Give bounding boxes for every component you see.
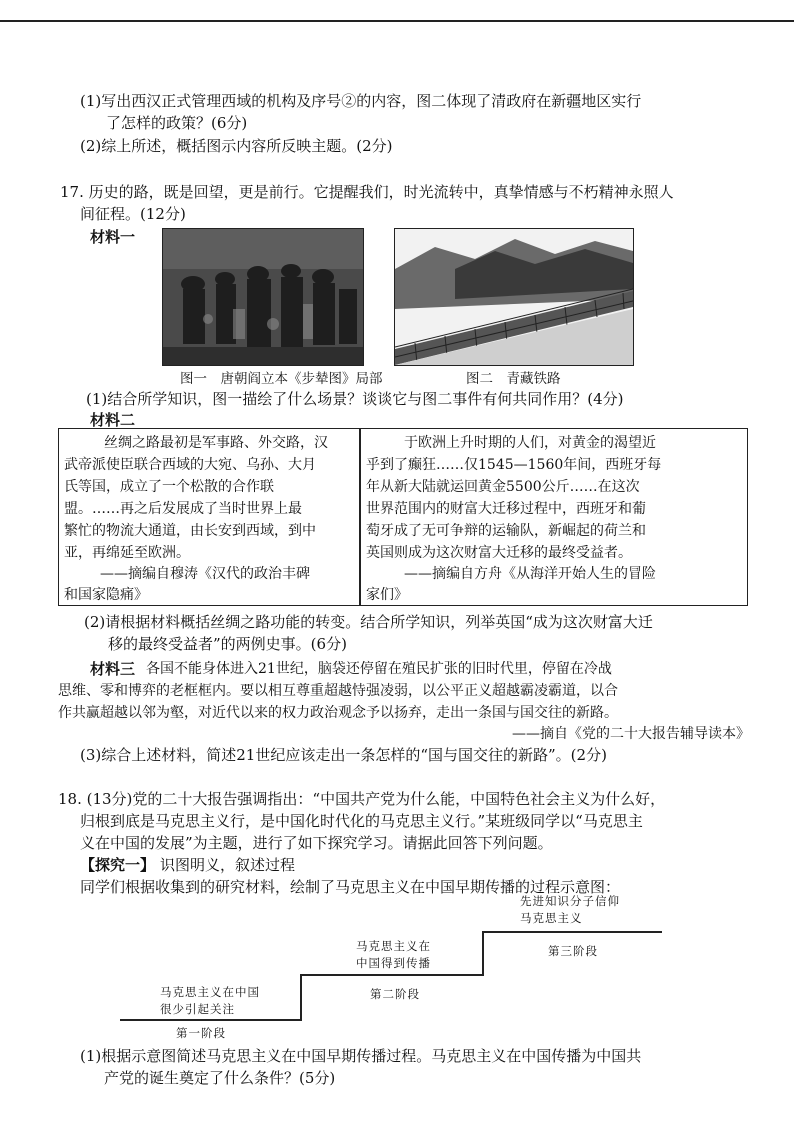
q16-sub2: (2)综上所述，概括图示内容所反映主题。(2分) <box>80 137 393 155</box>
mat2-left-source: 和国家隐痛》 <box>64 587 148 603</box>
mat2-right-line: 于欧洲上升时期的人们，对黄金的渴望近 <box>404 435 656 451</box>
fig2-caption: 图二 青藏铁路 <box>466 371 561 387</box>
painting-image <box>162 228 364 366</box>
stage2-label: 第二阶段 <box>370 987 420 1001</box>
q17-sub2-line2: 移的最终受益者”的两例史事。(6分) <box>108 635 347 653</box>
step2-riser <box>482 931 484 976</box>
mat2-right-line: 英国则成为这次财富大迁移的最终受益者。 <box>366 545 632 561</box>
explore1-title: 识图明义，叙述过程 <box>160 856 296 874</box>
material3-label: 材料三 <box>90 660 136 678</box>
q17-sub3: (3)综合上述材料，简述21世纪应该走出一条怎样的“国与国交往的新路”。(2分) <box>80 746 607 764</box>
stage1-text: 很少引起关注 <box>160 1002 235 1016</box>
mat2-left-line: 氏等国，成立了一个松散的合作联 <box>64 479 274 495</box>
mat3-line2: 思维、零和博弈的老框框内。要以相互尊重超越恃强凌弱，以公平正义超越霸凌霸道，以合 <box>58 683 618 699</box>
mat2-right-line: 世界范围内的财富大迁移过程中，西班牙和葡 <box>366 501 646 517</box>
q18-stem-line3: 义在中国的发展”为主题，进行了如下探究学习。请据此回答下列问题。 <box>80 834 553 852</box>
q17-stem-line1: 17. 历史的路，既是回望，更是前行。它提醒我们，时光流转中，真挚情感与不朽精神永照人 <box>60 183 674 201</box>
stage3-text: 马克思主义 <box>520 911 583 925</box>
step1-riser <box>300 974 302 1021</box>
mat2-right-source: 家们》 <box>366 587 408 603</box>
mat2-left-line: 丝绸之路最初是军事路、外交路，汉 <box>104 435 328 451</box>
q18-sub1-line2: 产党的诞生奠定了什么条件？(5分) <box>104 1069 336 1087</box>
fig1-caption: 图一 唐朝阎立本《步辇图》局部 <box>180 371 383 387</box>
mat3-line1: 各国不能身体进入21世纪，脑袋还停留在殖民扩张的旧时代里，停留在冷战 <box>146 661 612 677</box>
stage2-text: 中国得到传播 <box>356 956 431 970</box>
mat2-left-line: 盟。……再之后发展成了当时世界上最 <box>64 501 302 517</box>
mat2-left-line: 武帝派使臣联合西域的大宛、乌孙、大月 <box>64 457 316 473</box>
q17-sub1: (1)结合所学知识，图一描绘了什么场景？谈谈它与图二事件有何共同作用？(4分) <box>86 390 624 408</box>
railway-image <box>394 228 634 366</box>
stage2-text: 马克思主义在 <box>356 939 431 953</box>
material1-label: 材料一 <box>90 228 136 246</box>
mat3-line3: 作共赢超越以邻为壑，对近代以来的权力政治观念予以扬弃，走出一条国与国交往的新路。 <box>58 705 618 721</box>
q18-stem-line1: 18. (13分)党的二十大报告强调指出：“中国共产党为什么能，中国特色社会主义为什么好， <box>58 790 666 808</box>
stage1-text: 马克思主义在中国 <box>160 985 260 999</box>
railway-illustration <box>395 229 633 365</box>
step3-line <box>482 931 662 933</box>
mat2-left-source: ——摘编自穆涛《汉代的政治丰碑 <box>100 566 310 582</box>
stage3-label: 第三阶段 <box>548 944 598 958</box>
q16-sub1-line1: (1)写出西汉正式管理西域的机构及序号②的内容，图二体现了清政府在新疆地区实行 <box>80 92 642 110</box>
mat2-right-line: 年从新大陆就运回黄金5500公斤……在这次 <box>366 479 640 495</box>
mat2-left-line: 亚，再绵延至欧洲。 <box>64 545 190 561</box>
mat2-left-line: 繁忙的物流大通道，由长安到西域，到中 <box>64 523 316 539</box>
q17-stem-line2: 间征程。(12分) <box>80 205 186 223</box>
q18-intro: 同学们根据收集到的研究材料，绘制了马克思主义在中国早期传播的过程示意图： <box>80 878 621 896</box>
material2-label: 材料二 <box>90 411 136 429</box>
q18-stem-line2: 归根到底是马克思主义行，是中国化时代化的马克思主义行。”某班级同学以“马克思主 <box>80 812 643 830</box>
mat2-right-line: 萄牙成了无可争辩的运输队，新崛起的荷兰和 <box>366 523 646 539</box>
q17-sub2-line1: (2)请根据材料概括丝绸之路功能的转变。结合所学知识，列举英国“成为这次财富大迁 <box>84 613 653 631</box>
painting-illustration <box>163 229 363 365</box>
stage1-label: 第一阶段 <box>176 1026 226 1040</box>
explore1-tag: 【探究一】 <box>80 856 156 874</box>
step2-line <box>300 974 484 976</box>
top-rule <box>0 20 794 22</box>
material2-divider <box>359 428 361 606</box>
step1-line <box>120 1019 302 1021</box>
mat2-right-line: 乎到了癫狂……仅1545—1560年间，西班牙每 <box>366 457 662 473</box>
q18-sub1-line1: (1)根据示意图简述马克思主义在中国早期传播过程。马克思主义在中国传播为中国共 <box>80 1047 642 1065</box>
mat3-source: ——摘自《党的二十大报告辅导读本》 <box>512 726 750 742</box>
stage3-text: 先进知识分子信仰 <box>520 894 620 908</box>
mat2-right-source: ——摘编自方舟《从海洋开始人生的冒险 <box>404 566 656 582</box>
q16-sub1-line2: 了怎样的政策？(6分) <box>106 114 248 132</box>
